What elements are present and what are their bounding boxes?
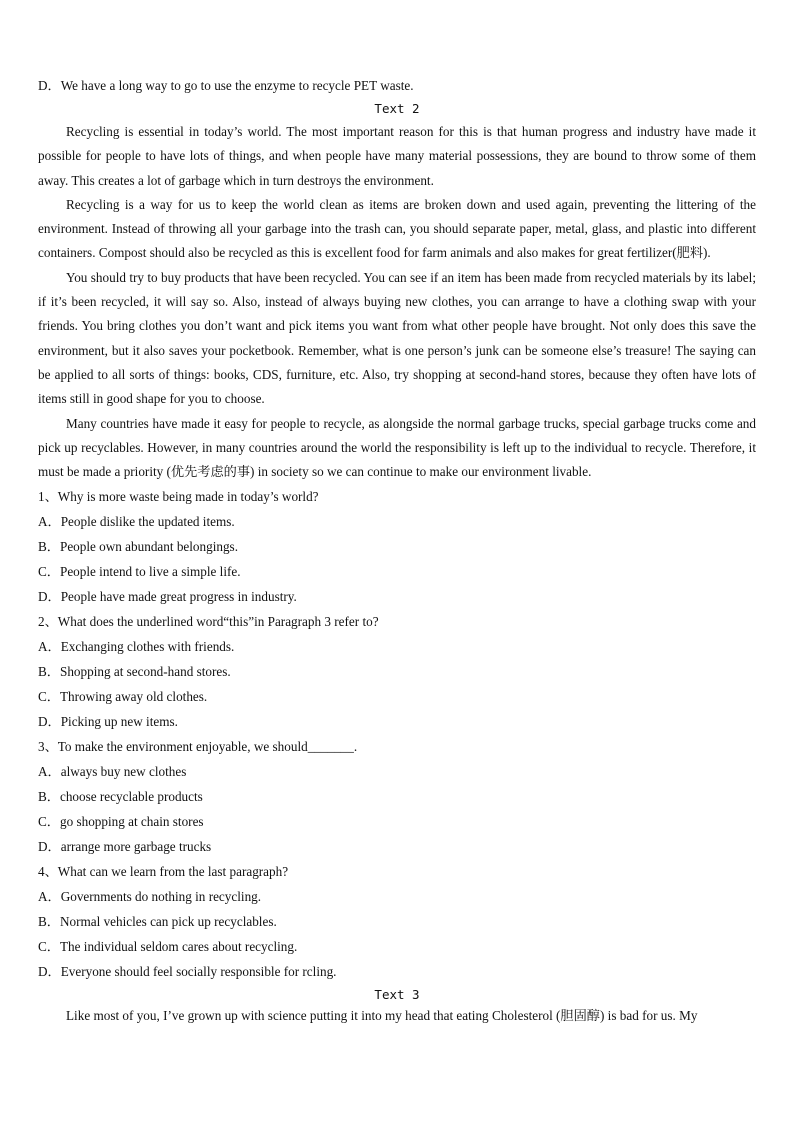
answer-option: C．Throwing away old clothes. [38, 689, 208, 705]
text2-paragraph-4: Many countries have made it easy for people to recycle, as alongside the normal garbage trucks, special garbage trucks come and pick up recyclables. However, in many countries around the world the responsibility is left up to the individual to recycle. Therefore, it must be made a priority (优先考虑的事) in society so we can continue to make our environment livable. [38, 415, 756, 480]
question-stem: 2、What does the underlined word“this”in Paragraph 3 refer to? [38, 614, 379, 630]
answer-option: A．People dislike the updated items. [38, 514, 235, 530]
answer-option: B．People own abundant belongings. [38, 539, 238, 555]
answer-option: C．go shopping at chain stores [38, 814, 204, 830]
answer-option: D．arrange more garbage trucks [38, 839, 212, 855]
answer-option: C．The individual seldom cares about recycling. [38, 939, 298, 955]
answer-option: A．Governments do nothing in recycling. [38, 889, 262, 905]
text2-paragraph-3: You should try to buy products that have been recycled. You can see if an item has been made from recycled materials by its label; if it’s been recycled, it will say so. Also, instead of always buying new clothes, you can arrange to have a clothing swap with your friends. You bring clothes you don’t want and pick items you want from what other people have brought. Not only does this save the environment, but it also saves your pocketbook. Remember, what is one person’s junk can be someone else’s treasure! The saying can be applied to all sorts of things: books, CDS, furniture, etc. Also, try shopping at second-hand stores, because they often have lots of items still in good shape for you to choose. [38, 269, 756, 407]
text3-first-line: Like most of you, I’ve grown up with science putting it into my head that eating Cholesterol (胆固醇) is bad for us. My [66, 1008, 698, 1024]
answer-option: B．Normal vehicles can pick up recyclables. [38, 914, 277, 930]
question-2 [38, 609, 756, 734]
text3-title: Text 3 [374, 987, 420, 1003]
question-1 [38, 484, 756, 609]
answer-option: B．choose recyclable products [38, 789, 203, 805]
question-stem: 1、Why is more waste being made in today’s world? [38, 489, 319, 505]
text2-paragraph-1: Recycling is essential in today’s world. The most important reason for this is that human progress and industry have made it possible for people to have lots of things, and when people have many material possessions, they are bound to throw some of them away. This creates a lot of garbage which in turn destroys the environment. [38, 124, 756, 188]
question-stem: 4、What can we learn from the last paragraph? [38, 864, 289, 880]
document-page [38, 74, 756, 1026]
question-stem: 3、To make the environment enjoyable, we should_______. [38, 739, 358, 755]
answer-option: B．Shopping at second-hand stores. [38, 664, 231, 680]
question-3 [38, 734, 756, 859]
answer-option: A．Exchanging clothes with friends. [38, 639, 235, 655]
answer-option: D．Everyone should feel socially responsible for rcling. [38, 964, 337, 980]
question-4 [38, 859, 756, 984]
answer-option: A．always buy new clothes [38, 764, 187, 780]
text2-title: Text 2 [374, 101, 420, 116]
answer-option: D．Picking up new items. [38, 714, 178, 730]
answer-option: C．People intend to live a simple life. [38, 564, 241, 580]
text1-option-d: D．We have a long way to go to use the enzyme to recycle PET waste. [38, 78, 414, 93]
text2-paragraph-2: Recycling is a way for us to keep the world clean as items are broken down and used again, preventing the littering of the environment. Instead of throwing all your garbage into the trash can, you should separate paper, metal, glass, and plastic into different containers. Compost should also be recycled as this is excellent food for farm animals and also makes for great fertilizer(肥料). [38, 196, 756, 261]
answer-option: D．People have made great progress in industry. [38, 589, 297, 605]
